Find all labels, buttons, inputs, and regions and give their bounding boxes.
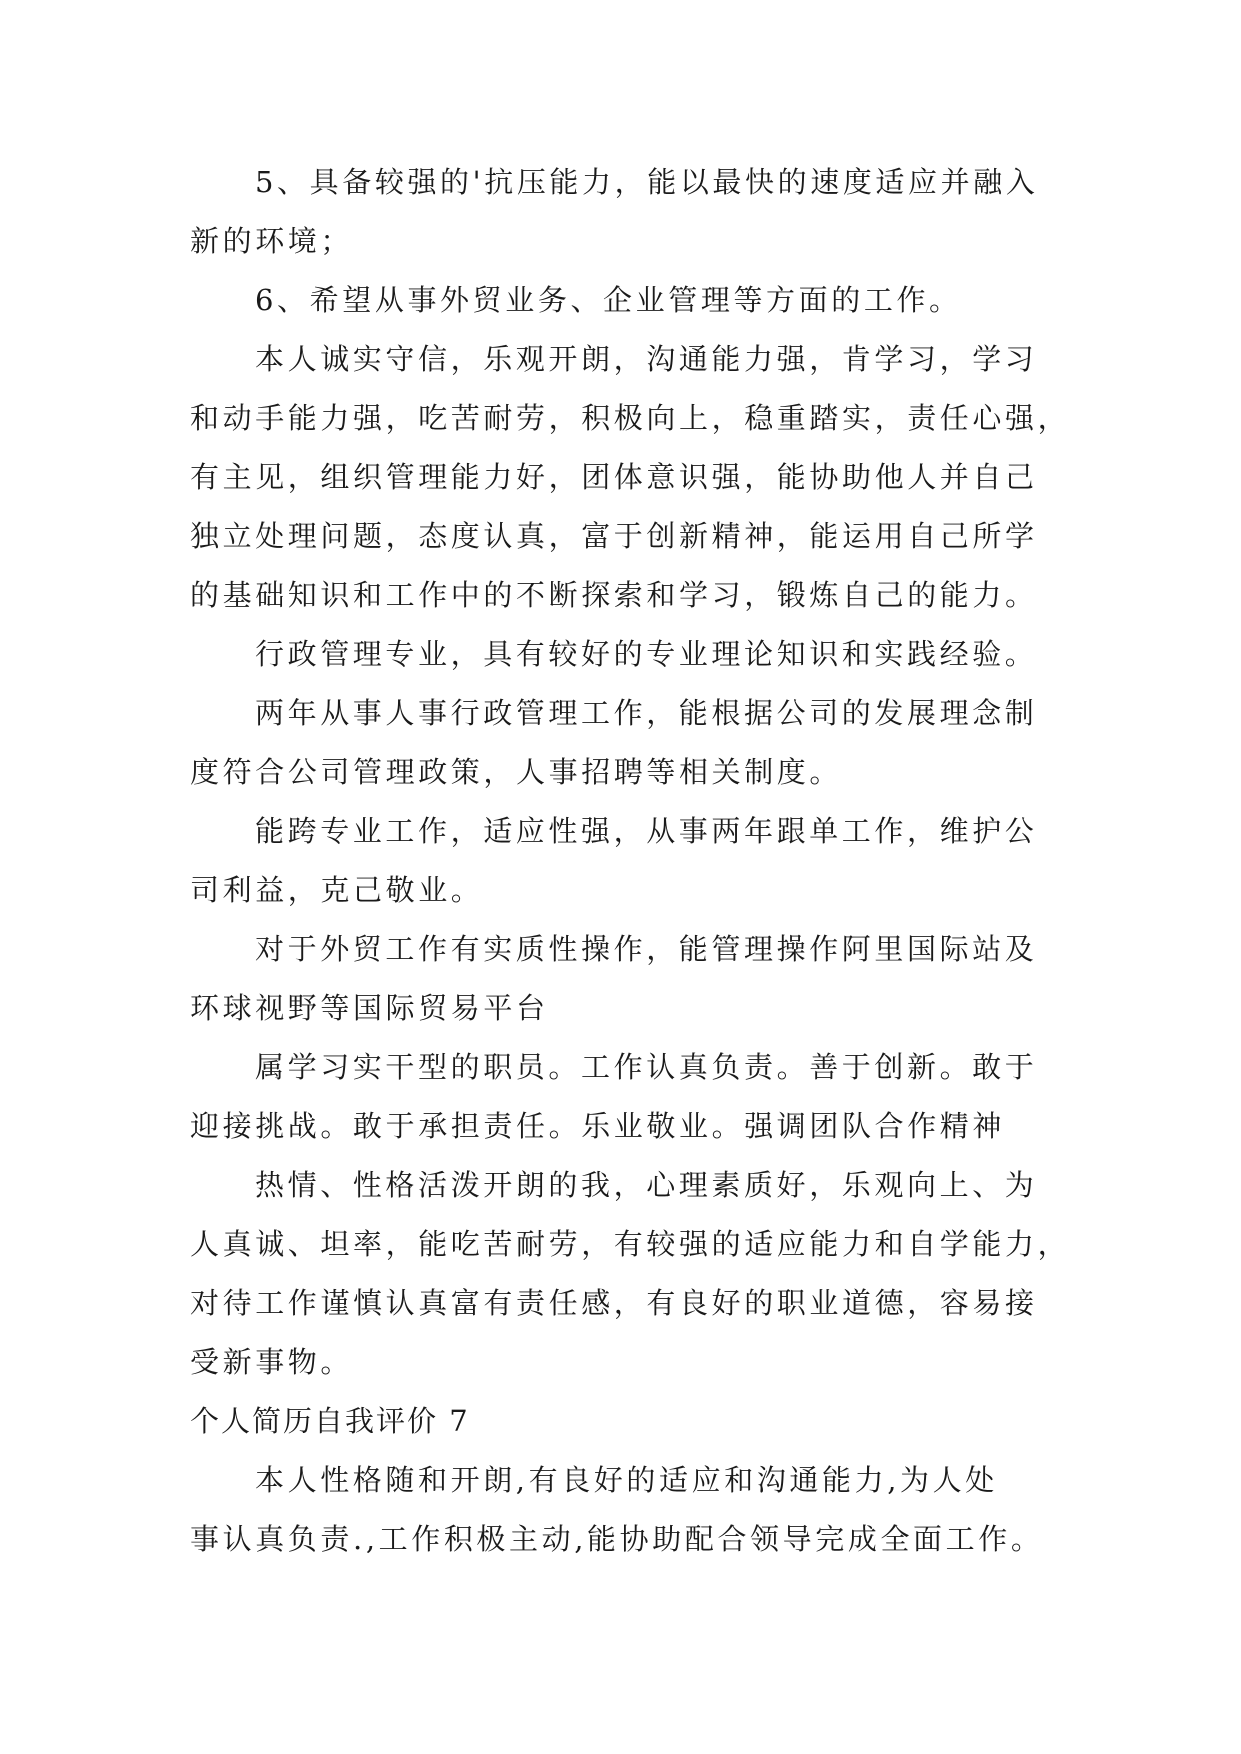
paragraph-line: 有主见，组织管理能力好，团体意识强，能协助他人并自己 bbox=[190, 460, 1038, 494]
paragraph-line: 的基础知识和工作中的不断探索和学习，锻炼自己的能力。 bbox=[190, 578, 1038, 612]
paragraph-line: 本人诚实守信，乐观开朗，沟通能力强，肯学习，学习 bbox=[255, 342, 1038, 376]
paragraph-line: 和动手能力强，吃苦耐劳，积极向上，稳重踏实，责任心强， bbox=[190, 401, 1071, 435]
paragraph-line: 对于外贸工作有实质性操作，能管理操作阿里国际站及 bbox=[255, 932, 1038, 966]
paragraph-line: 度符合公司管理政策，人事招聘等相关制度。 bbox=[190, 755, 843, 789]
paragraph-line: 受新事物。 bbox=[190, 1345, 354, 1379]
paragraph-line: 新的环境； bbox=[190, 224, 354, 258]
paragraph-line: 人真诚、坦率，能吃苦耐劳，有较强的适应能力和自学能力， bbox=[190, 1227, 1071, 1261]
paragraph-line: 行政管理专业，具有较好的专业理论知识和实践经验。 bbox=[255, 637, 1038, 671]
paragraph-line: 迎接挑战。敢于承担责任。乐业敬业。强调团队合作精神 bbox=[190, 1109, 1006, 1143]
paragraph-line: 6、希望从事外贸业务、企业管理等方面的工作。 bbox=[255, 283, 962, 317]
paragraph-line: 环球视野等国际贸易平台 bbox=[190, 991, 549, 1025]
paragraph-line: 本人性格随和开朗,有良好的适应和沟通能力,为人处 bbox=[255, 1463, 998, 1497]
paragraph-line: 能跨专业工作，适应性强，从事两年跟单工作，维护公 bbox=[255, 814, 1038, 848]
paragraph-line: 对待工作谨慎认真富有责任感，有良好的职业道德，容易接 bbox=[190, 1286, 1038, 1320]
paragraph-line: 独立处理问题，态度认真，富于创新精神，能运用自己所学 bbox=[190, 519, 1038, 553]
section-heading: 个人简历自我评价 7 bbox=[190, 1404, 470, 1438]
paragraph-line: 属学习实干型的职员。工作认真负责。善于创新。敢于 bbox=[255, 1050, 1038, 1084]
paragraph-line: 两年从事人事行政管理工作，能根据公司的发展理念制 bbox=[255, 696, 1038, 730]
paragraph-line: 热情、性格活泼开朗的我，心理素质好，乐观向上、为 bbox=[255, 1168, 1038, 1202]
paragraph-line: 5、具备较强的'抗压能力，能以最快的速度适应并融入 bbox=[255, 165, 1039, 199]
paragraph-line: 事认真负责.,工作积极主动,能协助配合领导完成全面工作。 bbox=[190, 1522, 1044, 1556]
paragraph-line: 司利益，克己敬业。 bbox=[190, 873, 484, 907]
